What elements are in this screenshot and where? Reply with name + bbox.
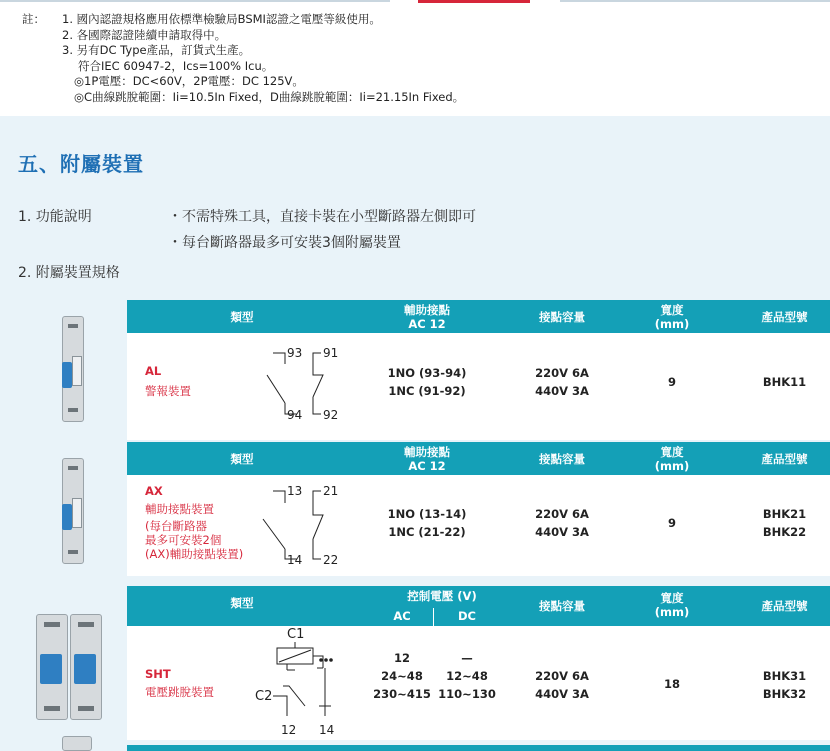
width-value: 18 xyxy=(663,677,680,691)
ax-device-image xyxy=(50,458,90,564)
top-rule-segment xyxy=(0,0,390,2)
terminal-label: 12 xyxy=(281,723,297,737)
table-header xyxy=(127,442,830,475)
header-capacity: 接點容量 xyxy=(539,310,585,324)
section-title: 五、附屬裝置 xyxy=(18,152,144,176)
terminal-label: 21 xyxy=(323,484,339,498)
note-line: ◎1P電壓：DC<60V，2P電壓：DC 125V。 xyxy=(74,74,304,89)
table-body xyxy=(127,333,830,440)
capacity-value: 220V 6A xyxy=(535,507,589,521)
capacity-value: 440V 3A xyxy=(535,687,589,701)
table-body xyxy=(127,626,830,740)
terminal-label: 92 xyxy=(323,408,339,422)
capacity-value: 220V 6A xyxy=(535,669,589,683)
sht-coil-diagram xyxy=(253,626,363,740)
header-ac: AC xyxy=(393,609,411,623)
spec-label: 2. 附屬裝置規格 xyxy=(18,265,120,281)
notes-body xyxy=(62,12,762,106)
header-type: 類型 xyxy=(230,452,254,466)
header-width-unit: (mm) xyxy=(654,459,690,473)
header-width-unit: (mm) xyxy=(654,317,690,331)
top-rule-segment xyxy=(560,0,830,2)
model-value: BHK22 xyxy=(762,525,807,539)
width-value: 9 xyxy=(667,516,676,530)
table-body xyxy=(127,475,830,576)
terminal-label: 93 xyxy=(287,346,303,360)
function-label: 1. 功能說明 xyxy=(18,209,92,225)
type-name: 警報裝置 xyxy=(145,384,191,398)
ac-voltage: 12 xyxy=(393,651,410,665)
contact-nc: 1NC (91-92) xyxy=(388,384,466,398)
header-contact: 輔助接點 xyxy=(404,303,450,317)
header-capacity: 接點容量 xyxy=(539,452,585,466)
note-line: ◎C曲線跳脫範圍：Ii=10.5In Fixed，D曲線跳脫範圍：Ii=21.15In Fixed。 xyxy=(74,89,465,104)
al-contact-diagram xyxy=(259,339,359,425)
table-sht xyxy=(127,586,830,740)
contact-no: 1NO (93-94) xyxy=(387,366,467,380)
terminal-label: C2 xyxy=(255,689,273,704)
header-type: 類型 xyxy=(230,596,254,610)
bullet-item: ・不需特殊工具，直接卡裝在小型斷路器左側即可 xyxy=(168,209,476,225)
header-width: 寬度 xyxy=(660,303,684,317)
note-line: 符合IEC 60947-2，Ics=100% Icu。 xyxy=(78,58,274,73)
ac-voltage: 24~48 xyxy=(381,669,423,683)
header-contact-sub: AC 12 xyxy=(408,459,446,473)
capacity-value: 220V 6A xyxy=(535,366,589,380)
type-code: SHT xyxy=(145,667,171,681)
sht-device-image xyxy=(34,614,106,720)
ax-contact-diagram xyxy=(259,479,359,569)
header-type: 類型 xyxy=(230,310,254,324)
header-model: 產品型號 xyxy=(761,452,808,466)
header-width-unit: (mm) xyxy=(654,605,690,619)
ac-dc-divider xyxy=(433,608,434,626)
note-line: 3. 另有DC Type產品，訂貨式生產。 xyxy=(62,43,251,58)
header-width: 寬度 xyxy=(660,445,684,459)
top-rule xyxy=(0,0,830,3)
contact-nc: 1NC (21-22) xyxy=(388,525,466,539)
type-code: AX xyxy=(145,484,163,498)
contact-no: 1NO (13-14) xyxy=(387,507,467,521)
model-value: BHK31 xyxy=(762,669,807,683)
notes-label: 註： xyxy=(22,12,45,26)
header-dc: DC xyxy=(458,609,476,623)
model-value: BHK21 xyxy=(762,507,807,521)
type-code: AL xyxy=(145,364,162,378)
function-bullets xyxy=(168,204,476,256)
terminal-label: 22 xyxy=(323,553,339,567)
bullet-item: ・每台斷路器最多可安裝3個附屬裝置 xyxy=(168,235,401,251)
capacity-value: 440V 3A xyxy=(535,384,589,398)
next-device-image-partial xyxy=(60,736,96,751)
type-note: 最多可安裝2個 xyxy=(145,533,222,547)
header-model: 產品型號 xyxy=(761,310,808,324)
dc-voltage: 110~130 xyxy=(438,687,496,701)
table-ax xyxy=(127,442,830,576)
terminal-label: 13 xyxy=(287,484,303,498)
type-name: 電壓跳脫裝置 xyxy=(145,685,214,699)
dc-voltage: — xyxy=(461,651,473,665)
note-line: 1. 國內認證規格應用依標準檢驗局BSMI認證之電壓等級使用。 xyxy=(62,12,381,26)
al-device-image xyxy=(50,316,90,422)
type-note: (每台斷路器 xyxy=(145,519,207,533)
model-value: BHK11 xyxy=(762,375,807,389)
dc-voltage: 12~48 xyxy=(446,669,488,683)
header-contact: 輔助接點 xyxy=(404,445,450,459)
header-model: 產品型號 xyxy=(761,599,808,613)
header-capacity: 接點容量 xyxy=(539,599,585,613)
terminal-label: 14 xyxy=(319,723,335,737)
model-value: BHK32 xyxy=(762,687,807,701)
type-name: 輔助接點裝置 xyxy=(145,502,214,516)
type-note: (AX)輔助接點裝置) xyxy=(145,547,244,561)
top-rule-accent xyxy=(418,0,530,3)
table-header xyxy=(127,300,830,333)
capacity-value: 440V 3A xyxy=(535,525,589,539)
note-line: 2. 各國際認證陸續申請取得中。 xyxy=(62,27,227,42)
terminal-label: 91 xyxy=(323,346,339,360)
header-contact-sub: AC 12 xyxy=(408,317,446,331)
terminal-label: 94 xyxy=(287,408,303,422)
terminal-label: 14 xyxy=(287,553,303,567)
width-value: 9 xyxy=(667,375,676,389)
header-width: 寬度 xyxy=(660,591,684,605)
next-table-header-partial xyxy=(127,745,830,751)
table-header xyxy=(127,586,830,626)
table-al xyxy=(127,300,830,440)
terminal-label: C1 xyxy=(287,627,305,642)
ac-voltage: 230~415 xyxy=(373,687,431,701)
header-voltage: 控制電壓 (V) xyxy=(407,589,477,603)
